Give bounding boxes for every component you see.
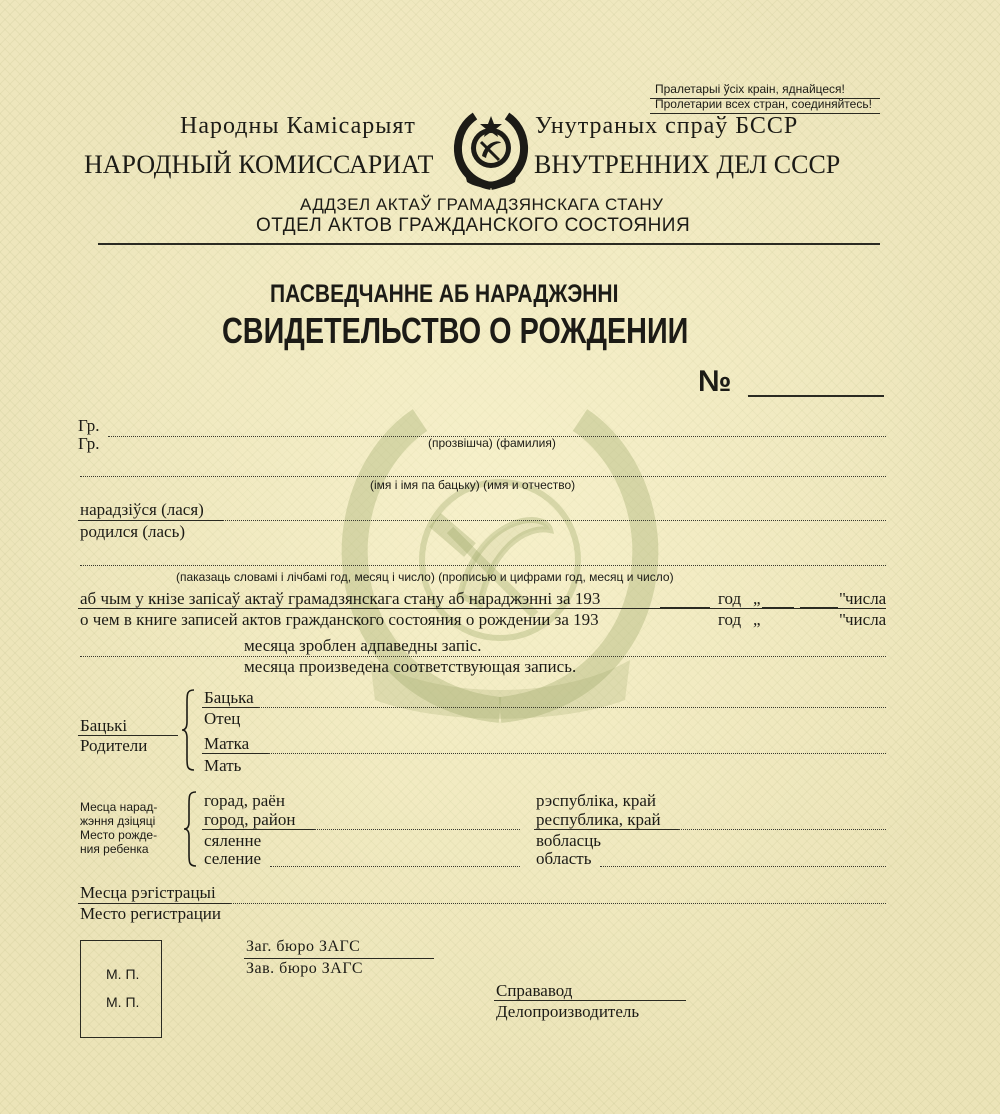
number-label: № bbox=[698, 365, 732, 398]
born-ru-label: родился (лась) bbox=[80, 522, 186, 541]
record-close-quote-by: " bbox=[839, 589, 846, 608]
father-field[interactable] bbox=[258, 707, 886, 708]
father-ru-label: Отец bbox=[204, 709, 241, 728]
village-ru-label: селение bbox=[204, 849, 262, 868]
record-month-field[interactable] bbox=[800, 607, 838, 608]
city-ru-label: город, район bbox=[204, 810, 296, 829]
record-day-by: числа bbox=[845, 589, 887, 608]
birthplace-brace bbox=[182, 790, 198, 868]
title-russian: СВИДЕТЕЛЬСТВО О РОЖДЕНИИ bbox=[222, 310, 689, 351]
record-close-quote-ru: " bbox=[839, 610, 846, 629]
org-ru-right: ВНУТРЕННИХ ДЕЛ СССР bbox=[534, 150, 841, 179]
mother-field[interactable] bbox=[268, 753, 886, 754]
region-field[interactable] bbox=[600, 866, 886, 867]
registration-field[interactable] bbox=[230, 903, 886, 904]
state-emblem-icon bbox=[451, 110, 531, 190]
org-by-right: Унутраных спраў БССР bbox=[535, 113, 799, 139]
record-year-field[interactable] bbox=[660, 607, 710, 608]
head-signature-field[interactable] bbox=[244, 958, 434, 959]
city-by-label: горад, раён bbox=[204, 791, 285, 810]
record-by-line2: месяца зроблен адпаведны запіс. bbox=[244, 636, 482, 655]
parents-brace bbox=[180, 688, 196, 772]
mother-ru-label: Мать bbox=[204, 756, 242, 775]
name-field[interactable] bbox=[80, 476, 886, 477]
city-field[interactable] bbox=[314, 829, 520, 830]
record-year-ru: год bbox=[718, 610, 742, 629]
slogan-belarusian: Пралетарыі ўсіх краін, яднайцеся! bbox=[655, 82, 845, 96]
hint-surname: (прозвішча) (фамилия) bbox=[428, 436, 556, 450]
village-by-label: сяленне bbox=[204, 831, 262, 850]
head-ru-label: Зав. бюро ЗАГС bbox=[246, 960, 364, 977]
parents-ru-label: Родители bbox=[80, 736, 148, 755]
citizen-by-label: Гр. bbox=[78, 416, 100, 435]
clerk-ru-label: Делопроизводитель bbox=[496, 1002, 640, 1021]
record-ru-line1: о чем в книге записей актов гражданского состояния о рождении за 193 bbox=[80, 610, 599, 629]
slogan-russian: Пролетарии всех стран, соединяйтесь! bbox=[655, 97, 872, 111]
registration-ru-label: Место регистрации bbox=[80, 904, 221, 923]
record-ru-line2: месяца произведена соответствующая запись. bbox=[244, 657, 577, 676]
clerk-signature-field[interactable] bbox=[494, 1000, 686, 1001]
birth-date-words-field[interactable] bbox=[80, 565, 886, 566]
region-by-label: вобласць bbox=[536, 831, 602, 850]
stamp-by-label: М. П. bbox=[106, 966, 140, 982]
republic-by-label: рэспубліка, край bbox=[536, 791, 657, 810]
org-ru-left: НАРОДНЫЙ КОМИССАРИАТ bbox=[84, 150, 434, 179]
head-by-label: Заг. бюро ЗАГС bbox=[246, 938, 361, 955]
born-by-label: нарадзіўся (лася) bbox=[80, 500, 204, 519]
title-belarusian: ПАСВЕДЧАННЕ АБ НАРАДЖЭННІ bbox=[270, 280, 619, 308]
mother-by-label: Матка bbox=[204, 734, 250, 753]
region-ru-label: область bbox=[536, 849, 592, 868]
number-field[interactable] bbox=[748, 395, 884, 397]
hint-date: (паказаць словамі і лічбамі год, месяц і число) (прописью и цифрами год, месяц и число) bbox=[176, 570, 674, 584]
record-day-field[interactable] bbox=[762, 607, 794, 608]
record-year-by: год bbox=[718, 589, 742, 608]
org-by-left: Народны Камісарыят bbox=[180, 113, 416, 139]
record-by-line1: аб чым у кнізе запісаў актаў грамадзянскага стану аб нараджэнні за 193 bbox=[80, 589, 601, 608]
registration-by-label: Месца рэгістрацыі bbox=[80, 883, 216, 902]
dept-russian: ОТДЕЛ АКТОВ ГРАЖДАНСКОГО СОСТОЯНИЯ bbox=[256, 215, 691, 236]
record-day-ru: числа bbox=[845, 610, 887, 629]
citizen-ru-label: Гр. bbox=[78, 434, 100, 453]
hint-name: (імя і імя па бацьку) (имя и отчество) bbox=[370, 478, 576, 492]
birthplace-label: Месца нарад- жэння дзіцяці Место рожде- ния ребенка bbox=[80, 800, 158, 856]
stamp-box bbox=[80, 940, 162, 1038]
clerk-by-label: Справавод bbox=[496, 981, 573, 1000]
record-open-quote-ru: „ bbox=[753, 610, 761, 629]
record-open-quote-by: „ bbox=[753, 589, 761, 608]
republic-field[interactable] bbox=[678, 829, 886, 830]
stamp-ru-label: М. П. bbox=[106, 994, 140, 1010]
village-field[interactable] bbox=[270, 866, 520, 867]
parents-by-label: Бацькі bbox=[80, 716, 128, 735]
dept-belarusian: АДДЗЕЛ АКТАЎ ГРАМАДЗЯНСКАГА СТАНУ bbox=[300, 195, 664, 214]
birth-date-field[interactable] bbox=[223, 520, 886, 521]
father-by-label: Бацька bbox=[204, 688, 254, 707]
republic-ru-label: республика, край bbox=[536, 810, 661, 829]
